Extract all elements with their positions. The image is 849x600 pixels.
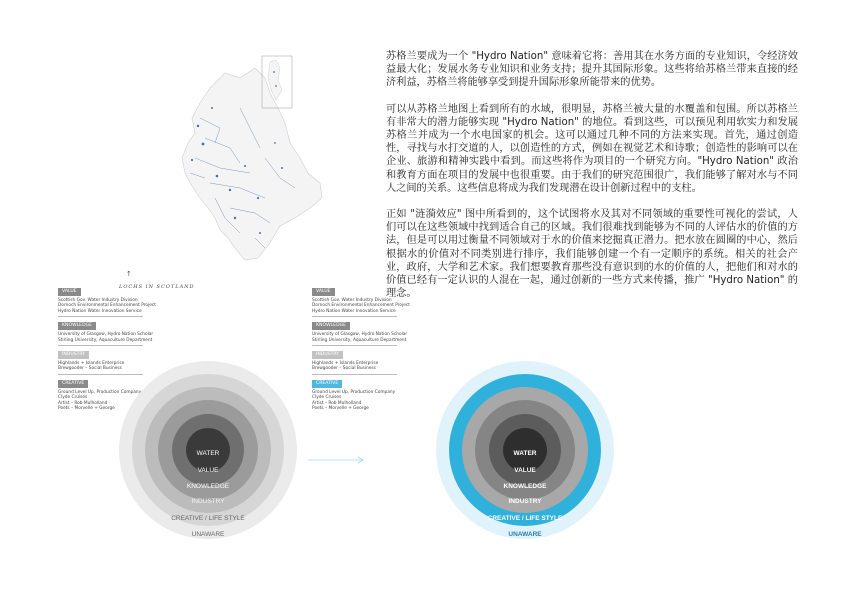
legend-group-knowledge <box>58 322 156 346</box>
legend-tag: KNOWLEDGE <box>58 322 96 330</box>
ripple-diagram-blue <box>435 360 615 540</box>
legend-right <box>312 288 410 417</box>
legend-item: University of Glasgow, Hydro Nation Scholar <box>58 331 154 337</box>
ring-label-creative: CREATIVE / LIFE STYLE <box>171 515 245 522</box>
ring-label-value: VALUE <box>514 467 536 474</box>
legend-item: Dornoch Environmental Enhancement Project <box>312 303 410 309</box>
legend-item: Brewgooder – Social Business <box>312 366 376 372</box>
ring-label-unaware: UNAWARE <box>191 531 225 538</box>
legend-tag: INDUSTRY <box>58 351 89 359</box>
arrow-right-icon <box>308 456 366 464</box>
ring-label-water: WATER <box>513 450 537 457</box>
ring-label-creative: CREATIVE / LIFE STYLE <box>487 515 563 522</box>
legend-tag: CREATIVE <box>312 380 342 388</box>
paragraph: 苏格兰要成为一个 "Hydro Nation" 意味着它将：善用其在水务方面的专业知识，令经济效益最大化；发展水务专业知识和业务支持；提升其国际形象。这些将给苏格兰带来直接的经济利益，苏格兰将能够享受到提升国际形象所能带来的优势。 <box>386 51 798 89</box>
legend-item: Clyde Cruises <box>312 395 342 401</box>
divider <box>58 345 143 346</box>
divider <box>312 345 397 346</box>
legend-group-value <box>58 288 156 317</box>
ripple-diagram-grey <box>118 360 298 540</box>
north-arrow-icon: ↑ <box>126 270 132 278</box>
divider <box>312 374 397 375</box>
legend-item: Artist – Rob Mulholland <box>58 400 108 406</box>
legend-item: Hydro Nation Water Innovation Service <box>312 308 396 314</box>
legend-group-knowledge <box>312 322 410 346</box>
scotland-map <box>170 48 330 268</box>
legend-tag: VALUE <box>312 288 335 296</box>
legend-item: Ground Level Up, Production Company <box>58 389 142 395</box>
ring-label-industry: INDUSTRY <box>191 498 225 505</box>
legend-tag: INDUSTRY <box>312 351 343 359</box>
legend-item: University of Glasgow, Hydro Nation Scholar <box>312 331 408 337</box>
ring-label-value: VALUE <box>197 467 219 474</box>
legend-tag: VALUE <box>58 288 81 296</box>
legend-item: Highlands + Islands Enterprise <box>58 360 125 366</box>
legend-tag: CREATIVE <box>58 380 88 388</box>
legend-group-industry <box>312 351 410 375</box>
legend-group-value <box>312 288 410 317</box>
ring-label-knowledge: KNOWLEDGE <box>186 483 230 490</box>
ring-label-unaware: UNAWARE <box>508 531 542 538</box>
paragraph: 正如 "涟漪效应" 图中所看到的，这个试图将水及其对不同领域的重要性可视化的尝试，人们可以在这些领域中找到适合自己的区域。我们很难找到能够为不同的人评估水的价值的方法，但是可以用过衡量不同领域对于水的价值来挖掘真正潜力。把水放在圆圈的中心，然后根据水的价值对不同类别进行排序，我们能够创建一个有一定顺序的系统。相关的社会产业，政府，大学和艺术家。我们想要教育那些没有意识到的水的价值的人，把他们和对水的价值已经有一定认识的人混在一起，通过创新的一些方式来传播，推广 "Hydro Nation" 的理念。 <box>386 209 798 300</box>
legend-item: Brewgooder – Social Business <box>58 366 122 372</box>
legend-item: Poets – Morvelle + George <box>58 406 115 412</box>
map-caption: LOCHS IN SCOTLAND <box>119 284 195 290</box>
paragraph: 可以从苏格兰地图上看到所有的水域，很明显，苏格兰被大量的水覆盖和包围。所以苏格兰有非常大的潜力能够实现 "Hydro Nation" 的地位。看到这些，可以预见利用软实力和发展苏格兰并成为一个水电国家的机会。这可以通过几种不同的方法来实现。首先，通过创造性，寻找与水打交道的人，以创造性的方式，例如在视觉艺术和诗歌；创造性的影响可以在企业、旅游和精神实践中看到。而这些将作为项目的一个研究方向。"Hydro Nation" 政治和教育方面在项目的发展中也很重要。由于我们的研究范围很广，我们能够了解对水与不同人之间的关系。这些信息将成为我们发现潜在设计创新过程中的支柱。 <box>386 103 798 194</box>
legend-item: Stirling University, Aquaculture Department <box>58 337 153 343</box>
legend-tag: KNOWLEDGE <box>312 322 350 330</box>
legend-item: Stirling University, Aquaculture Department <box>312 337 407 343</box>
ring-label-water: WATER <box>196 450 220 457</box>
legend-item: Highlands + Islands Enterprise <box>312 360 379 366</box>
legend-item: Scottish Gov. Water Industry Division <box>58 297 138 303</box>
legend-item: Hydro Nation Water Innovation Service <box>58 308 142 314</box>
legend-item: Poets – Morvelle + George <box>312 406 369 412</box>
description-text <box>386 50 798 313</box>
ring-label-knowledge: KNOWLEDGE <box>503 483 547 490</box>
legend-item: Artist – Rob Mulholland <box>312 400 362 406</box>
legend-item: Ground Level Up, Production Company <box>312 389 396 395</box>
ring-label-industry: INDUSTRY <box>508 498 542 505</box>
divider <box>312 316 397 317</box>
legend-item: Clyde Cruises <box>58 395 88 401</box>
legend-item: Dornoch Environmental Enhancement Project <box>58 303 156 309</box>
legend-item: Scottish Gov. Water Industry Division <box>312 297 392 303</box>
legend-group-creative <box>312 380 410 412</box>
divider <box>58 316 143 317</box>
